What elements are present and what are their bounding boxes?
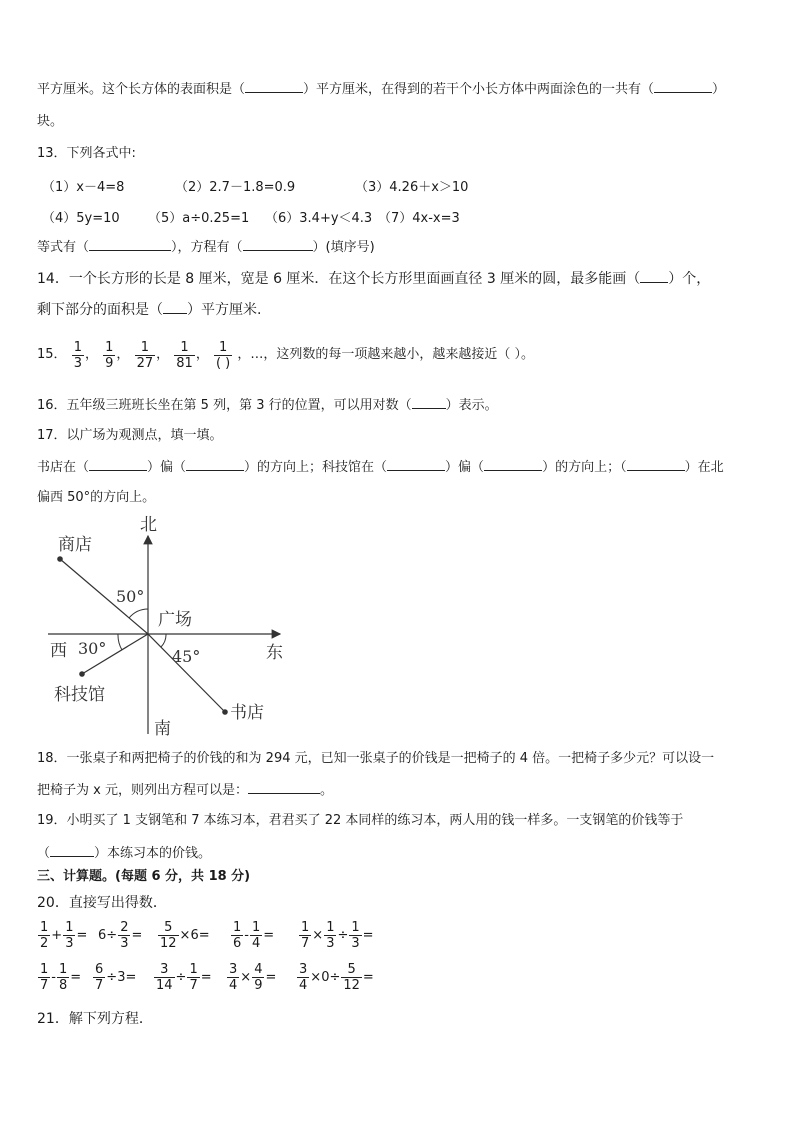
q18-blank[interactable] <box>248 781 320 794</box>
q16-text-2: ）表示。 <box>445 398 498 413</box>
q17-stem: 17．以广场为观测点，填一填。 <box>37 428 223 443</box>
q17-blank-5[interactable] <box>627 458 685 471</box>
q12-text-3: ） <box>712 82 726 97</box>
q17-b: ）偏（ <box>147 460 187 475</box>
q15-fraction-blank[interactable] <box>214 340 232 371</box>
q20-expr-6: $\frac{1}{7}$ - $\frac{1}{8}$ = <box>40 962 82 993</box>
q20-expr-1: $\frac{1}{2}$ + $\frac{1}{3}$ = <box>40 920 88 951</box>
q13-stem: 13．下列各式中: <box>37 146 136 161</box>
q13-item-6: （6）3.4+y＜4.3 <box>265 211 373 226</box>
q16-blank[interactable] <box>412 396 446 409</box>
q20-expr-9: $\frac{3}{4}$ × $\frac{4}{9}$ = <box>229 962 277 993</box>
q18-line-2 <box>37 781 333 800</box>
separator: ， <box>116 347 130 362</box>
q19-text-2: ）本练习本的价钱。 <box>94 846 212 861</box>
q13-answer-line <box>37 238 375 257</box>
q14-line-1 <box>37 270 710 288</box>
q20-expr-4: $\frac{1}{6}$ - $\frac{1}{4}$ = <box>233 920 275 951</box>
denominator: 27 <box>136 355 154 371</box>
q14-text-3: 剩下部分的面积是（ <box>37 302 163 318</box>
q15-fraction-3 <box>135 340 156 371</box>
denominator: 9 <box>105 355 114 371</box>
separator: ， <box>156 347 170 362</box>
q13-a1: 等式有（ <box>37 240 90 255</box>
point-bookstore <box>222 709 228 715</box>
q18-text-1: 把椅子为 x 元，则列出方程可以是： <box>37 783 248 798</box>
q12-text-4: 块。 <box>37 114 64 129</box>
q20-expr-3: $\frac{5}{12}$ ×6= <box>160 920 210 951</box>
q14-text-2: ）个， <box>668 271 711 287</box>
q12-blank-2[interactable] <box>654 80 712 93</box>
denominator: 81 <box>176 355 193 371</box>
label-shop: 商店 <box>58 535 92 555</box>
q18-text-2: 。 <box>319 783 333 798</box>
point-shop <box>57 556 63 562</box>
q15-tail: ，…，这列数的每一项越来越小，越来越接近（ ）。 <box>237 347 535 362</box>
q19-text-1: （ <box>37 846 51 861</box>
q12-blank-1[interactable] <box>245 80 303 93</box>
q15-label: 15． <box>37 347 67 362</box>
q12-line-2 <box>37 113 63 131</box>
q12-text-2: ）平方厘米，在得到的若干个小长方体中两面涂色的一共有（ <box>303 82 655 97</box>
q13-blank-1[interactable] <box>89 238 171 251</box>
ray-bookstore <box>148 634 225 712</box>
q20-expr-7: $\frac{6}{7}$ ÷3= <box>95 962 137 993</box>
label-east: 东 <box>266 643 283 663</box>
q12-line-1 <box>37 80 725 99</box>
numerator: 1 <box>218 339 228 355</box>
separator: ， <box>195 347 209 362</box>
q19-line-1: 19．小明买了 1 支钢笔和 7 本练习本，君君买了 22 本同样的练习本，两人用的钱一样多。一支钢笔的价钱等于 <box>37 813 684 828</box>
numerator: 1 <box>140 339 149 355</box>
denominator-blank[interactable]: ( ) <box>215 355 231 371</box>
label-bookstore: 书店 <box>230 703 264 723</box>
label-north: 北 <box>140 515 157 535</box>
label-west: 西 <box>50 641 67 661</box>
q14-text-4: ）平方厘米. <box>187 302 262 318</box>
q16-line <box>37 396 498 415</box>
q21-stem: 21．解下列方程． <box>37 1011 153 1027</box>
q17-blank-1[interactable] <box>89 458 147 471</box>
q20-stem: 20．直接写出得数． <box>37 895 167 911</box>
q17-blank-2[interactable] <box>186 458 244 471</box>
q14-line-2 <box>37 301 261 319</box>
q16-text-1: 16．五年级三班班长坐在第 5 列，第 3 行的位置，可以用对数（ <box>37 398 412 413</box>
q15-fraction-4 <box>174 340 195 371</box>
separator: ， <box>84 347 98 362</box>
q13-a2: ），方程有（ <box>171 240 243 255</box>
section-3-heading: 三、计算题。(每题 6 分，共 18 分) <box>37 869 251 884</box>
q14-blank-1[interactable] <box>640 270 668 283</box>
q15-fraction-1 <box>72 340 84 371</box>
q13-item-5: （5）a÷0.25=1 <box>148 211 250 226</box>
q14-text-1: 14．一个长方形的长是 8 厘米，宽是 6 厘米．在这个长方形里面画直径 3 厘米的圆，最多能画（ <box>37 271 641 287</box>
numerator: 1 <box>105 339 114 355</box>
direction-diagram <box>40 512 300 742</box>
arc-shop <box>129 609 148 618</box>
q15-fraction-2 <box>103 340 115 371</box>
q12-text-1: 平方厘米。这个长方体的表面积是（ <box>37 82 246 97</box>
q17-line-2: 偏西 50°的方向上。 <box>37 490 156 505</box>
q17-blank-3[interactable] <box>387 458 445 471</box>
q20-expr-8: $\frac{3}{14}$ ÷ $\frac{1}{7}$ = <box>156 962 212 993</box>
q14-blank-2[interactable] <box>163 301 187 314</box>
label-center: 广场 <box>158 610 192 630</box>
q17-e: ）的方向上；（ <box>542 460 627 475</box>
q17-d: ）偏（ <box>445 460 485 475</box>
q18-line-1: 18．一张桌子和两把椅子的价钱的和为 294 元，已知一张桌子的价钱是一把椅子的 4 倍。一把椅子多少元？可以设一 <box>37 751 715 766</box>
q17-line-1 <box>37 458 724 477</box>
q13-item-7: （7）4x-x=3 <box>378 211 460 226</box>
label-south: 南 <box>154 719 171 739</box>
arc-science <box>118 634 122 650</box>
q19-blank[interactable] <box>50 844 94 857</box>
q19-line-2 <box>37 844 211 863</box>
q20-expr-10: $\frac{3}{4}$ ×0÷ $\frac{5}{12}$ = <box>299 962 374 993</box>
q13-item-4: （4）5y=10 <box>42 211 120 226</box>
q15-line <box>37 336 534 375</box>
label-angle-bookstore: 45° <box>172 647 201 666</box>
q17-blank-4[interactable] <box>484 458 542 471</box>
q13-item-2: （2）2.7－1.8=0.9 <box>175 180 296 195</box>
q13-item-3: （3）4.26＋x＞10 <box>355 180 469 195</box>
arc-bookstore <box>161 634 166 647</box>
q13-a3: ）(填序号) <box>312 240 375 255</box>
numerator: 1 <box>180 339 189 355</box>
point-science <box>79 671 85 677</box>
denominator: 3 <box>73 355 82 371</box>
numerator: 1 <box>73 339 82 355</box>
q13-item-1: （1）x－4=8 <box>42 180 125 195</box>
q20-expr-2: 6÷ $\frac{2}{3}$ = <box>98 920 143 951</box>
q17-c: ）的方向上；科技馆在（ <box>244 460 388 475</box>
q17-f: ）在北 <box>684 460 724 475</box>
q20-expr-5: $\frac{1}{7}$ × $\frac{1}{3}$ ÷ $\frac{1}{3}$ = <box>301 920 374 951</box>
q13-blank-2[interactable] <box>243 238 313 251</box>
q17-a: 书店在（ <box>37 460 90 475</box>
label-angle-shop: 50° <box>116 587 145 606</box>
label-science: 科技馆 <box>54 685 105 705</box>
label-angle-science: 30° <box>78 639 107 658</box>
